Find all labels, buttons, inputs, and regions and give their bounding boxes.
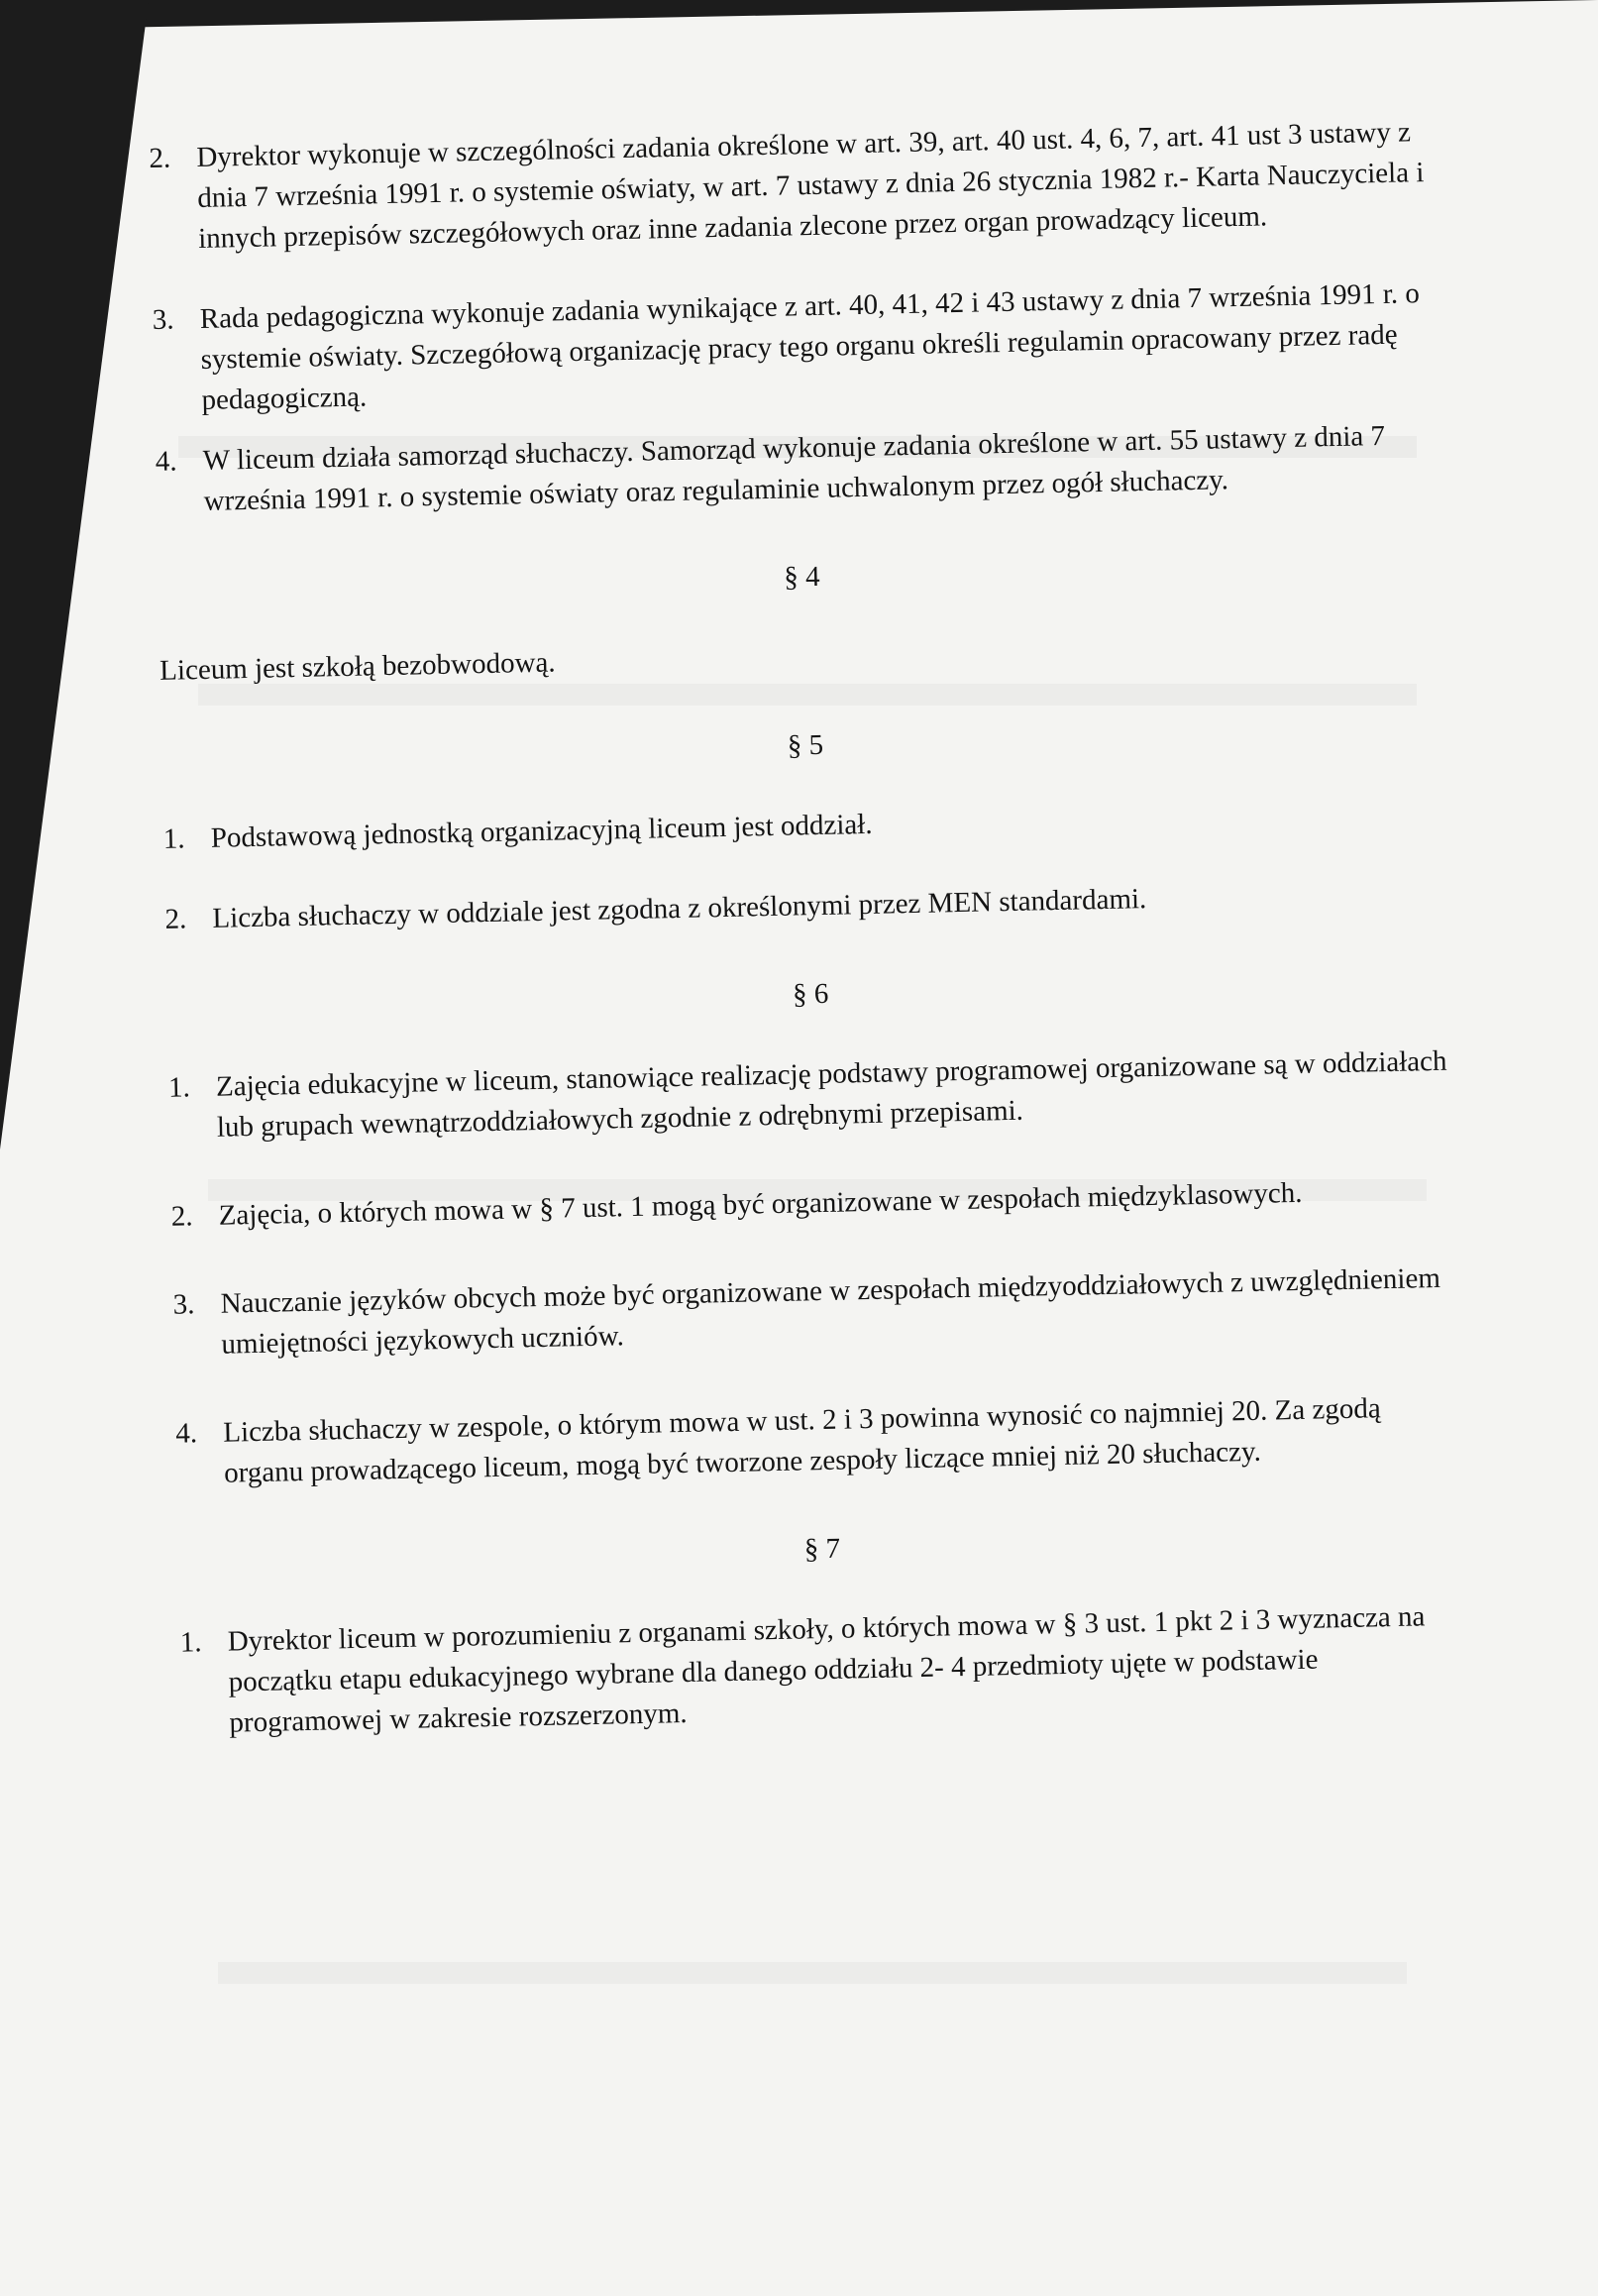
section-heading-4: § 4: [783, 560, 820, 594]
item-number: 3.: [152, 303, 174, 336]
list-item: [155, 415, 1443, 523]
item-text: Dyrektor liceum w porozumieniu z organami szkoły, o których mowa w § 3 ust. 1 pkt 2 i 3 wyznacza na początku etapu edukacyjnego wybrane dla danego oddziału 2- 4 przedmioty ujęte w podstawie programowej w zakresie rozszerzonym.: [227, 1600, 1426, 1739]
section-heading-5: § 5: [787, 728, 824, 762]
list-item: [168, 1041, 1457, 1149]
item-number: 2.: [149, 142, 171, 174]
section-heading-7: § 7: [803, 1532, 841, 1566]
list-item: [179, 1595, 1469, 1744]
list-item: [175, 1386, 1464, 1494]
document-page: [149, 112, 1470, 1745]
item-text: Rada pedagogiczna wykonuje zadania wynikające z art. 40, 41, 42 i 43 ustawy z dnia 7 września 1991 r. o systemie oświaty. Szczegółową organizację pracy tego organu określi regulamin opracowany przez radę pedagogiczną.: [199, 277, 1421, 416]
item-number: 2.: [170, 1200, 193, 1233]
item-text: Zajęcia edukacyjne w liceum, stanowiące realizację podstawy programowej organizowane są w oddziałach lub grupach wewnątrzoddziałowych zgodnie z odrębnymi przepisami.: [215, 1044, 1447, 1144]
item-text: Nauczanie języków obcych może być organizowane w zespołach międzyoddziałowych z uwzględnieniem umiejętności językowych uczniów.: [220, 1261, 1441, 1361]
item-text: Podstawową jednostką organizacyjną liceum jest oddział.: [210, 808, 873, 854]
item-number: 3.: [172, 1288, 195, 1321]
list-item: [164, 873, 1453, 940]
section-4-text: Liceum jest szkołą bezobwodową.: [159, 646, 556, 687]
item-text: W liceum działa samorząd słuchaczy. Samorząd wykonuje zadania określone w art. 55 ustawy z dnia 7 września 1991 r. o systemie oświaty oraz regulaminie uchwalonym przez ogół słuchaczy.: [202, 419, 1386, 517]
item-number: 2.: [164, 903, 187, 935]
item-number: 4.: [155, 445, 177, 478]
scan-edge-corner: [0, 0, 149, 1149]
item-text: Liczba słuchaczy w oddziale jest zgodna z określonymi przez MEN standardami.: [212, 883, 1147, 934]
list-item: [149, 112, 1438, 261]
item-number: 1.: [167, 1071, 191, 1104]
scan-edge-top: [0, 0, 1598, 30]
list-item: [162, 793, 1451, 860]
list-item: [152, 273, 1441, 422]
list-item: [172, 1258, 1461, 1367]
item-number: 1.: [179, 1626, 202, 1659]
item-number: 4.: [175, 1417, 198, 1450]
show-through-shading: [218, 1962, 1407, 1984]
section-heading-6: § 6: [792, 977, 829, 1011]
item-text: Zajęcia, o których mowa w § 7 ust. 1 mogą być organizowane w zespołach międzyklasowych.: [218, 1176, 1303, 1232]
list-item: [170, 1170, 1459, 1238]
item-number: 1.: [162, 822, 185, 855]
item-text: Dyrektor wykonuje w szczególności zadania określone w art. 39, art. 40 ust. 4, 6, 7, art. 41 ust 3 ustawy z dnia 7 września 1991 r. o systemie oświaty, w art. 7 ustawy z dnia 26 stycznia 1982 r.- Karta Nauczyciela i innych przepisów szczegółowych oraz inne zadania zlecone przez organ prowadzący liceum.: [196, 116, 1425, 255]
organs-list: [149, 112, 1444, 523]
item-text: Liczba słuchaczy w zespole, o którym mowa w ust. 2 i 3 powinna wynosić co najmniej 20. Za zgodą organu prowadzącego liceum, mogą być tworzone zespoły liczące mniej niż 20 słuchaczy.: [223, 1392, 1382, 1489]
